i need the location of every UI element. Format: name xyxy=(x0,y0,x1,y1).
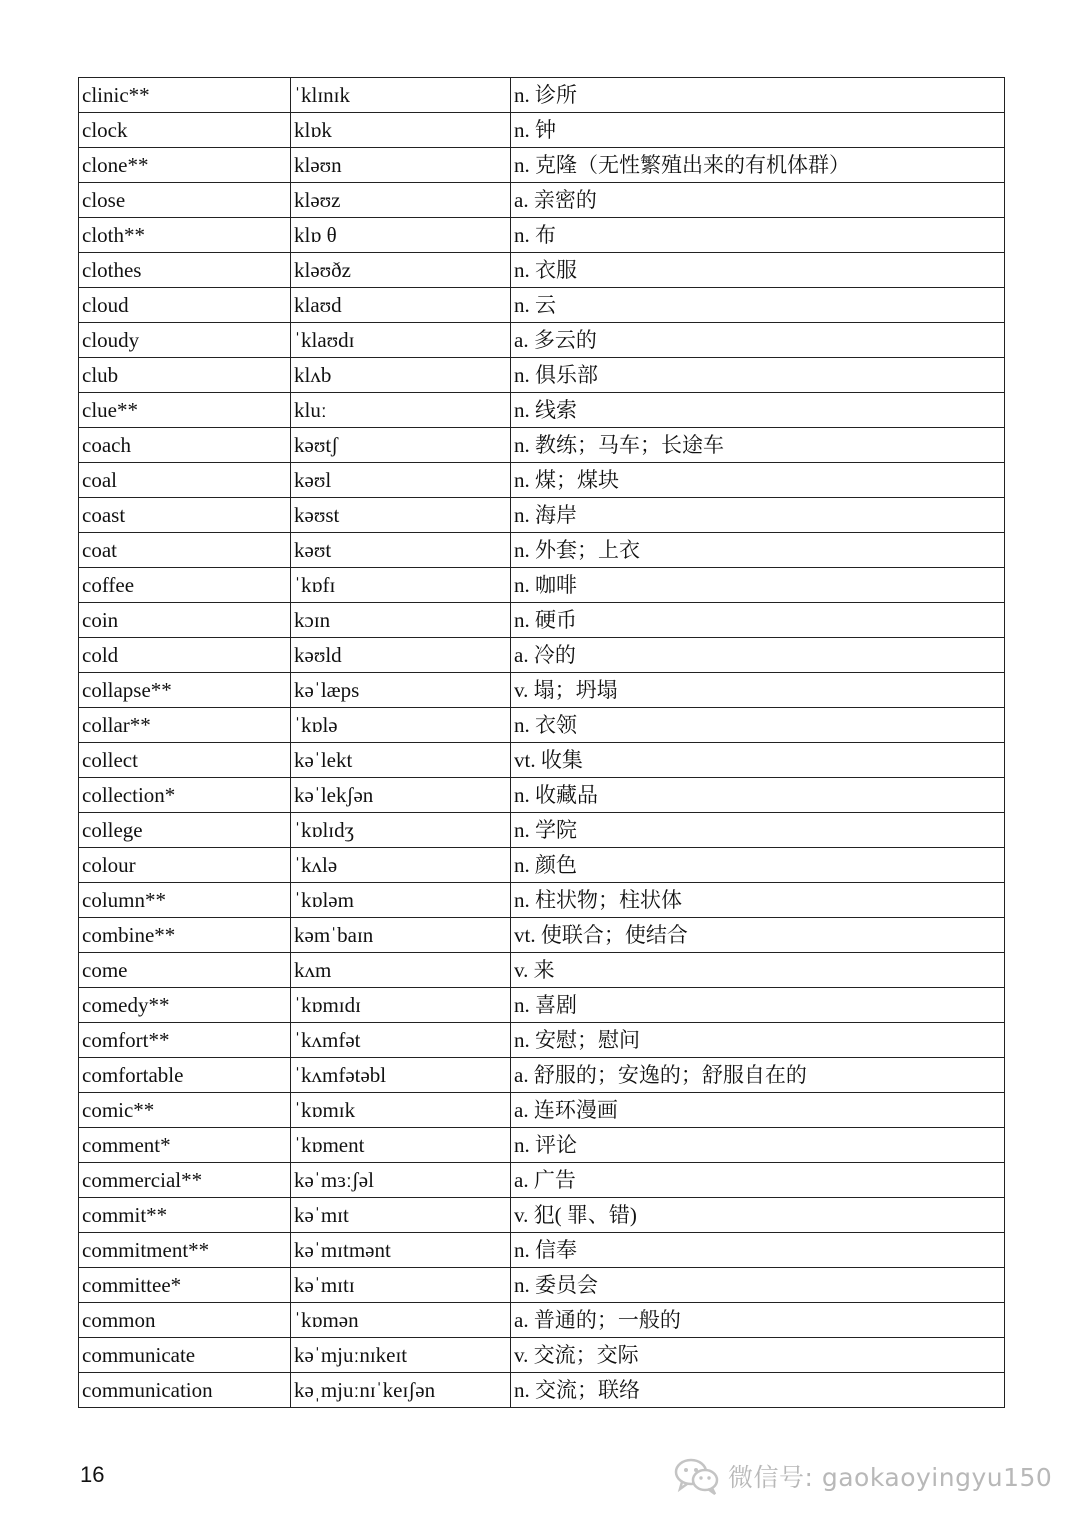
phonetic-cell: kəʊl xyxy=(291,463,511,498)
phonetic-cell: kləʊn xyxy=(291,148,511,183)
word-cell: cloudy xyxy=(79,323,291,358)
table-row xyxy=(79,358,1005,393)
table-row xyxy=(79,1093,1005,1128)
word-cell: communicate xyxy=(79,1338,291,1373)
meaning-cell: n. 喜剧 xyxy=(511,988,1005,1023)
phonetic-cell: kəˈmɪtɪ xyxy=(291,1268,511,1303)
meaning-cell: a. 冷的 xyxy=(511,638,1005,673)
table-row xyxy=(79,428,1005,463)
table-row xyxy=(79,778,1005,813)
meaning-cell: n. 海岸 xyxy=(511,498,1005,533)
phonetic-cell: kəˈlekʃən xyxy=(291,778,511,813)
meaning-cell: a. 连环漫画 xyxy=(511,1093,1005,1128)
phonetic-cell: klʌb xyxy=(291,358,511,393)
word-cell: cold xyxy=(79,638,291,673)
table-row xyxy=(79,638,1005,673)
phonetic-cell: kəmˈbaɪn xyxy=(291,918,511,953)
phonetic-cell: ˈkɒmɪk xyxy=(291,1093,511,1128)
word-cell: clothes xyxy=(79,253,291,288)
phonetic-cell: ˈkɒfɪ xyxy=(291,568,511,603)
word-cell: coat xyxy=(79,533,291,568)
table-row xyxy=(79,1373,1005,1408)
table-row xyxy=(79,498,1005,533)
phonetic-cell: kəʊst xyxy=(291,498,511,533)
table-row xyxy=(79,288,1005,323)
table-row xyxy=(79,1268,1005,1303)
phonetic-cell: kəˈlæps xyxy=(291,673,511,708)
word-cell: college xyxy=(79,813,291,848)
phonetic-cell: kəˈmɜːʃəl xyxy=(291,1163,511,1198)
phonetic-cell: ˈkʌlə xyxy=(291,848,511,883)
word-cell: colour xyxy=(79,848,291,883)
phonetic-cell: kʌm xyxy=(291,953,511,988)
phonetic-cell: kəˌmjuːnɪˈkeɪʃən xyxy=(291,1373,511,1408)
word-cell: cloth** xyxy=(79,218,291,253)
meaning-cell: n. 咖啡 xyxy=(511,568,1005,603)
phonetic-cell: kəˈmɪt xyxy=(291,1198,511,1233)
meaning-cell: n. 交流；联络 xyxy=(511,1373,1005,1408)
word-cell: common xyxy=(79,1303,291,1338)
meaning-cell: n. 煤；煤块 xyxy=(511,463,1005,498)
word-cell: coin xyxy=(79,603,291,638)
word-cell: clone** xyxy=(79,148,291,183)
meaning-cell: n. 教练；马车；长途车 xyxy=(511,428,1005,463)
meaning-cell: n. 信奉 xyxy=(511,1233,1005,1268)
table-row xyxy=(79,1233,1005,1268)
phonetic-cell: ˈkɒmən xyxy=(291,1303,511,1338)
word-cell: comedy** xyxy=(79,988,291,1023)
word-cell: commercial** xyxy=(79,1163,291,1198)
vocabulary-table-body xyxy=(79,78,1005,1408)
table-row xyxy=(79,1198,1005,1233)
word-cell: comic** xyxy=(79,1093,291,1128)
word-cell: comfortable xyxy=(79,1058,291,1093)
table-row xyxy=(79,218,1005,253)
table-row xyxy=(79,533,1005,568)
meaning-cell: a. 普通的；一般的 xyxy=(511,1303,1005,1338)
table-row xyxy=(79,918,1005,953)
phonetic-cell: ˈklaʊdɪ xyxy=(291,323,511,358)
meaning-cell: n. 颜色 xyxy=(511,848,1005,883)
phonetic-cell: kɔɪn xyxy=(291,603,511,638)
phonetic-cell: kəʊtʃ xyxy=(291,428,511,463)
meaning-cell: n. 钟 xyxy=(511,113,1005,148)
meaning-cell: n. 安慰；慰问 xyxy=(511,1023,1005,1058)
phonetic-cell: kləʊz xyxy=(291,183,511,218)
table-row xyxy=(79,883,1005,918)
word-cell: column** xyxy=(79,883,291,918)
table-row xyxy=(79,568,1005,603)
phonetic-cell: kəʊt xyxy=(291,533,511,568)
word-cell: clock xyxy=(79,113,291,148)
meaning-cell: v. 犯( 罪、错) xyxy=(511,1198,1005,1233)
meaning-cell: v. 交流；交际 xyxy=(511,1338,1005,1373)
table-row xyxy=(79,183,1005,218)
table-row xyxy=(79,708,1005,743)
word-cell: communication xyxy=(79,1373,291,1408)
word-cell: collapse** xyxy=(79,673,291,708)
word-cell: commitment** xyxy=(79,1233,291,1268)
word-cell: come xyxy=(79,953,291,988)
word-cell: collar** xyxy=(79,708,291,743)
table-row xyxy=(79,78,1005,113)
phonetic-cell: ˈkʌmfət xyxy=(291,1023,511,1058)
meaning-cell: n. 柱状物；柱状体 xyxy=(511,883,1005,918)
phonetic-cell: klɒk xyxy=(291,113,511,148)
vocabulary-table xyxy=(78,77,1005,1408)
phonetic-cell: ˈklɪnɪk xyxy=(291,78,511,113)
meaning-cell: v. 塌；坍塌 xyxy=(511,673,1005,708)
meaning-cell: a. 多云的 xyxy=(511,323,1005,358)
phonetic-cell: klɒ θ xyxy=(291,218,511,253)
phonetic-cell: klaʊd xyxy=(291,288,511,323)
meaning-cell: n. 克隆（无性繁殖出来的有机体群） xyxy=(511,148,1005,183)
word-cell: club xyxy=(79,358,291,393)
table-row xyxy=(79,1338,1005,1373)
phonetic-cell: ˈkɒment xyxy=(291,1128,511,1163)
phonetic-cell: kəʊld xyxy=(291,638,511,673)
phonetic-cell: ˈkɒmɪdɪ xyxy=(291,988,511,1023)
meaning-cell: n. 诊所 xyxy=(511,78,1005,113)
phonetic-cell: kəˈlekt xyxy=(291,743,511,778)
table-row xyxy=(79,813,1005,848)
meaning-cell: v. 来 xyxy=(511,953,1005,988)
word-cell: collection* xyxy=(79,778,291,813)
table-row xyxy=(79,253,1005,288)
phonetic-cell: kləʊðz xyxy=(291,253,511,288)
wechat-icon xyxy=(672,1456,722,1496)
word-cell: clinic** xyxy=(79,78,291,113)
word-cell: coach xyxy=(79,428,291,463)
word-cell: coal xyxy=(79,463,291,498)
meaning-cell: n. 硬币 xyxy=(511,603,1005,638)
table-row xyxy=(79,113,1005,148)
word-cell: clue** xyxy=(79,393,291,428)
meaning-cell: n. 收藏品 xyxy=(511,778,1005,813)
watermark-text: 微信号: gaokaoyingyu150 xyxy=(728,1463,1053,1492)
table-row xyxy=(79,463,1005,498)
table-row xyxy=(79,323,1005,358)
meaning-cell: n. 衣服 xyxy=(511,253,1005,288)
table-row xyxy=(79,603,1005,638)
phonetic-cell: ˈkʌmfətəbl xyxy=(291,1058,511,1093)
word-cell: close xyxy=(79,183,291,218)
word-cell: committee* xyxy=(79,1268,291,1303)
table-row xyxy=(79,673,1005,708)
phonetic-cell: kluː xyxy=(291,393,511,428)
meaning-cell: n. 布 xyxy=(511,218,1005,253)
table-row xyxy=(79,1163,1005,1198)
meaning-cell: vt. 使联合；使结合 xyxy=(511,918,1005,953)
word-cell: coast xyxy=(79,498,291,533)
table-row xyxy=(79,848,1005,883)
page-number: 16 xyxy=(80,1462,105,1487)
phonetic-cell: kəˈmjuːnɪkeɪt xyxy=(291,1338,511,1373)
phonetic-cell: ˈkɒlə xyxy=(291,708,511,743)
phonetic-cell: kəˈmɪtmənt xyxy=(291,1233,511,1268)
meaning-cell: a. 舒服的；安逸的；舒服自在的 xyxy=(511,1058,1005,1093)
table-row xyxy=(79,1023,1005,1058)
meaning-cell: a. 广告 xyxy=(511,1163,1005,1198)
table-row xyxy=(79,743,1005,778)
meaning-cell: a. 亲密的 xyxy=(511,183,1005,218)
meaning-cell: n. 俱乐部 xyxy=(511,358,1005,393)
meaning-cell: n. 外套；上衣 xyxy=(511,533,1005,568)
table-row xyxy=(79,1128,1005,1163)
word-cell: collect xyxy=(79,743,291,778)
word-cell: comfort** xyxy=(79,1023,291,1058)
watermark xyxy=(672,1456,1052,1496)
table-row xyxy=(79,393,1005,428)
word-cell: commit** xyxy=(79,1198,291,1233)
word-cell: cloud xyxy=(79,288,291,323)
meaning-cell: n. 线索 xyxy=(511,393,1005,428)
table-row xyxy=(79,1303,1005,1338)
word-cell: coffee xyxy=(79,568,291,603)
phonetic-cell: ˈkɒlɪdʒ xyxy=(291,813,511,848)
meaning-cell: vt. 收集 xyxy=(511,743,1005,778)
word-cell: comment* xyxy=(79,1128,291,1163)
word-cell: combine** xyxy=(79,918,291,953)
table-row xyxy=(79,148,1005,183)
meaning-cell: n. 学院 xyxy=(511,813,1005,848)
table-row xyxy=(79,988,1005,1023)
phonetic-cell: ˈkɒləm xyxy=(291,883,511,918)
meaning-cell: n. 评论 xyxy=(511,1128,1005,1163)
meaning-cell: n. 委员会 xyxy=(511,1268,1005,1303)
table-row xyxy=(79,953,1005,988)
table-row xyxy=(79,1058,1005,1093)
meaning-cell: n. 云 xyxy=(511,288,1005,323)
meaning-cell: n. 衣领 xyxy=(511,708,1005,743)
